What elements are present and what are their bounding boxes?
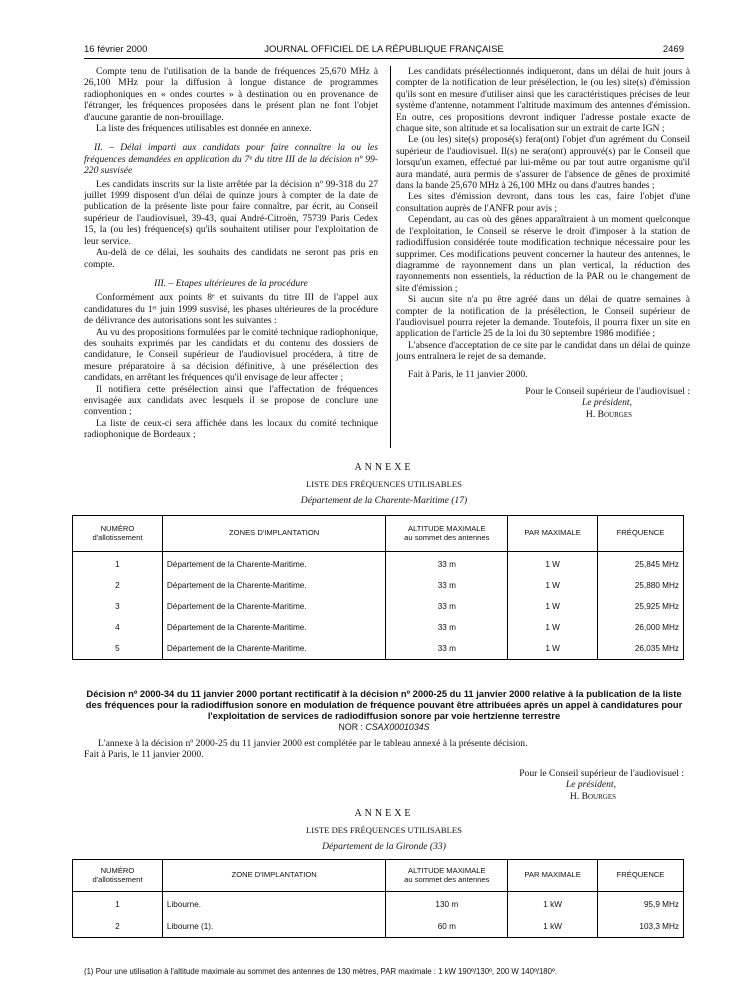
cell-zone: Libourne. <box>162 892 386 916</box>
header-page-number: 2469 <box>662 44 684 55</box>
section-heading: II. – Délai imparti aux candidats pour faire connaître la ou les fréquences demandées en application du 7ᵉ du titre III de la décision nº 99-220 susvisée <box>84 142 378 177</box>
decision-title: Décision nº 2000-34 du 11 janvier 2000 portant rectificatif à la décision nº 2000-25 du 11 janvier 2000 relative à la publication de la liste des fréquences pour la radiodiffusion sonore en modulation de fréquence pouvant être attribuées après un appel à candidatures pour l'exploitation de services de radiodiffusion sonore par voie hertzienne terrestre <box>85 688 683 721</box>
paragraph: Au vu des propositions formulées par le comité technique radiophonique, des souhaits exprimés par les candidats et du contenu des dossiers de candidature, le Conseil supérieur de l'audiovisuel procédera, à titre de mesure préparatoire à sa décision définitive, à une présélection des candidats, en arrêtant les fréquences qu'il envisage de leur affecter ; <box>84 326 378 384</box>
cell-alt: 33 m <box>386 617 508 638</box>
signature-for: Pour le Conseil supérieur de l'audiovisuel : <box>519 768 684 779</box>
header-par: PAR MAXIMALE <box>508 860 598 892</box>
paragraph: Conformément aux points 8ᵉ et suivants du titre III de l'appel aux candidatures du 1ᵉʳ juin 1999 susvisé, les phases ultérieures de la procédure de délivrance des autorisations sont les suivantes : <box>84 292 378 327</box>
signature-name: H. Bourges <box>569 790 616 802</box>
table-row <box>73 892 684 916</box>
cell-freq: 25,880 MHz <box>598 575 684 596</box>
cell-zone: Département de la Charente-Maritime. <box>162 617 386 638</box>
section-heading: III. – Etapes ultérieures de la procédure <box>154 277 308 289</box>
paragraph: La liste de ceux-ci sera affichée dans les locaux du comité technique radiophonique de Bordeaux ; <box>84 417 378 441</box>
cell-par: 1 kW <box>508 892 598 916</box>
cell-alt: 130 m <box>386 892 508 916</box>
frequency-table-gironde <box>72 859 684 938</box>
cell-zone: Département de la Charente-Maritime. <box>162 552 386 576</box>
table-row <box>73 617 684 638</box>
column-rule <box>390 66 391 448</box>
paragraph: Il notifiera cette présélection ainsi que l'affectation de fréquences envisagée aux candidats avec lesquels il se propose de conclure une convention ; <box>84 383 378 418</box>
cell-zone: Libourne (1). <box>162 916 386 938</box>
paragraph: Compte tenu de l'utilisation de la bande de fréquences 25,670 MHz à 26,100 MHz pour la diffusion à longue distance de programmes radiophoniques en « ondes courtes » à destination ou en provenance de l'étranger, les fréquences proposées dans le présent plan ne font l'objet d'aucune garantie de non-brouillage. <box>84 66 378 123</box>
table-footnote: (1) Pour une utilisation à l'altitude maximale au sommet des antennes de 130 mètres, PAR maximale : 1 kW 190º/130º, 200 W 140º/180º. <box>84 967 557 976</box>
paragraph: Cependant, au cas où des gênes apparaîtraient à un moment quelconque de l'exploitation, le Conseil se réserve le droit d'imposer à la station de radiodiffusion considérée toute modification technique nécessaire pour les supprimer. Ces modifications peuvent concerner la hauteur des antennes, le diagramme de rayonnement dans un plan vertical, la réduction des rayonnements non essentiels, la réduction de la PAR ou le changement de site d'émission ; <box>396 214 690 294</box>
cell-freq: 25,845 MHz <box>598 552 684 576</box>
cell-num: 1 <box>73 552 163 576</box>
cell-alt: 33 m <box>386 552 508 576</box>
paragraph: Les candidats inscrits sur la liste arrêtée par la décision nº 99-318 du 27 juillet 1999 disposent d'un délai de quinze jours à compter de la date de publication de la présente liste pour faire connaître, par écrit, au Conseil supérieur de l'audiovisuel, 39-43, quai André-Citroën, 75739 Paris Cedex 15, la (ou les) fréquence(s) qu'ils souhaitent utiliser pour l'exploitation de leur service. <box>84 178 378 247</box>
cell-num: 4 <box>73 617 163 638</box>
signature-title: Le président, <box>581 397 632 409</box>
header-zone: ZONE D'IMPLANTATION <box>162 860 386 892</box>
paragraph: Au-delà de ce délai, les souhaits des candidats ne seront pas pris en compte. <box>84 247 378 270</box>
cell-alt: 60 m <box>386 916 508 938</box>
annex-title: ANNEXE <box>354 462 414 473</box>
header-num: NUMÉRO d'allotissement <box>73 516 163 552</box>
header-date: 16 février 2000 <box>84 44 148 55</box>
cell-num: 3 <box>73 596 163 617</box>
cell-num: 1 <box>73 892 163 916</box>
table-header-row <box>73 516 684 552</box>
place-date: Fait à Paris, le 11 janvier 2000. <box>408 368 528 380</box>
place-date: Fait à Paris, le 11 janvier 2000. <box>84 749 204 761</box>
cell-par: 1 W <box>508 575 598 596</box>
cell-freq: 26,035 MHz <box>598 638 684 660</box>
table-row <box>73 638 684 660</box>
annex-subtitle: LISTE DES FRÉQUENCES UTILISABLES <box>306 825 462 835</box>
table-row <box>73 916 684 938</box>
paragraph: L'annexe à la décision nº 2000-25 du 11 janvier 2000 est complétée par le tableau annexé à la présente décision. <box>98 738 528 749</box>
signature-name: H. Bourges <box>585 408 632 420</box>
signature-title: Le président, <box>565 779 616 791</box>
paragraph: Les sites d'émission devront, dans tous les cas, faire l'objet d'une consultation auprès de l'ANFR pour avis ; <box>396 191 690 214</box>
nor-code: CSAX0001034S <box>365 722 430 732</box>
table-header-row <box>73 860 684 892</box>
decision-signature <box>84 768 684 802</box>
table-row <box>73 575 684 596</box>
frequency-table-charente <box>72 515 684 660</box>
paragraph: L'absence d'acceptation de ce site par le candidat dans un délai de quinze jours entraînera le rejet de sa demande. <box>396 339 690 363</box>
header-alt: ALTITUDE MAXIMALE au sommet des antennes <box>386 860 508 892</box>
paragraph: Les candidats présélectionnés indiqueront, dans un délai de huit jours à compter de la notification de leur présélection, le (ou les) site(s) d'émission qu'ils sont en mesure d'utiliser ainsi que les caractéristiques précises de leur système d'antenne, notamment l'altitude maximum des antennes d'émission. En outre, ces propositions devront indiquer l'adresse postale exacte de chaque site, son altitude et sa localisation sur un extrait de carte IGN ; <box>396 66 690 135</box>
cell-par: 1 W <box>508 596 598 617</box>
header-freq: FRÉQUENCE <box>598 860 684 892</box>
annex-department: Département de la Charente-Maritime (17) <box>300 495 468 506</box>
header-alt: ALTITUDE MAXIMALE au sommet des antennes <box>386 516 508 552</box>
paragraph: La liste des fréquences utilisables est donnée en annexe. <box>96 123 312 135</box>
header-journal-title: JOURNAL OFFICIEL DE LA RÉPUBLIQUE FRANÇAISE <box>264 44 504 55</box>
header-rule <box>84 58 684 59</box>
header-zone: ZONES D'IMPLANTATION <box>162 516 386 552</box>
header-par: PAR MAXIMALE <box>508 516 598 552</box>
left-column <box>84 66 378 454</box>
cell-zone: Département de la Charente-Maritime. <box>162 638 386 660</box>
header-freq: FRÉQUENCE <box>598 516 684 552</box>
cell-freq: 26,000 MHz <box>598 617 684 638</box>
cell-num: 2 <box>73 916 163 938</box>
paragraph: Le (ou les) site(s) proposé(s) fera(ont) l'objet d'un agrément du Conseil supérieur de l'audiovisuel. Il(s) ne sera(ont) approuvé(s) par le Conseil que lorsqu'un examen, effectué par lui-même ou par tout autre organisme qu'il aura mandaté, aura permis de s'assurer de l'absence de gênes de proximité dans la bande 25,670 MHz à 26,100 MHz ou dans d'autres bandes ; <box>396 134 690 192</box>
annex-subtitle: LISTE DES FRÉQUENCES UTILISABLES <box>306 479 462 489</box>
cell-alt: 33 m <box>386 638 508 660</box>
paragraph: Si aucun site n'a pu être agréé dans un délai de quatre semaines à compter de la notification de la présélection, le Conseil supérieur de l'audiovisuel pourra rejeter la demande. Toutefois, il pourra fixer un site en application de l'article 25 de la loi du 30 septembre 1986 modifiée ; <box>396 294 690 340</box>
cell-freq: 103,3 MHz <box>598 916 684 938</box>
table-row <box>73 596 684 617</box>
nor-reference <box>84 722 684 732</box>
cell-par: 1 W <box>508 552 598 576</box>
cell-par: 1 W <box>508 638 598 660</box>
cell-alt: 33 m <box>386 575 508 596</box>
table-row <box>73 552 684 576</box>
cell-alt: 33 m <box>386 596 508 617</box>
cell-zone: Département de la Charente-Maritime. <box>162 596 386 617</box>
annex-title: ANNEXE <box>354 808 414 819</box>
header-num: NUMÉRO d'allotissement <box>73 860 163 892</box>
signature-for: Pour le Conseil supérieur de l'audiovisuel : <box>525 385 690 397</box>
cell-zone: Département de la Charente-Maritime. <box>162 575 386 596</box>
decision-body <box>84 738 684 761</box>
annex-department: Département de la Gironde (33) <box>322 841 446 852</box>
cell-num: 2 <box>73 575 163 596</box>
nor-label: NOR : <box>338 722 363 732</box>
cell-freq: 25,925 MHz <box>598 596 684 617</box>
cell-num: 5 <box>73 638 163 660</box>
cell-freq: 95,9 MHz <box>598 892 684 916</box>
right-column <box>396 66 690 420</box>
cell-par: 1 W <box>508 617 598 638</box>
cell-par: 1 kW <box>508 916 598 938</box>
